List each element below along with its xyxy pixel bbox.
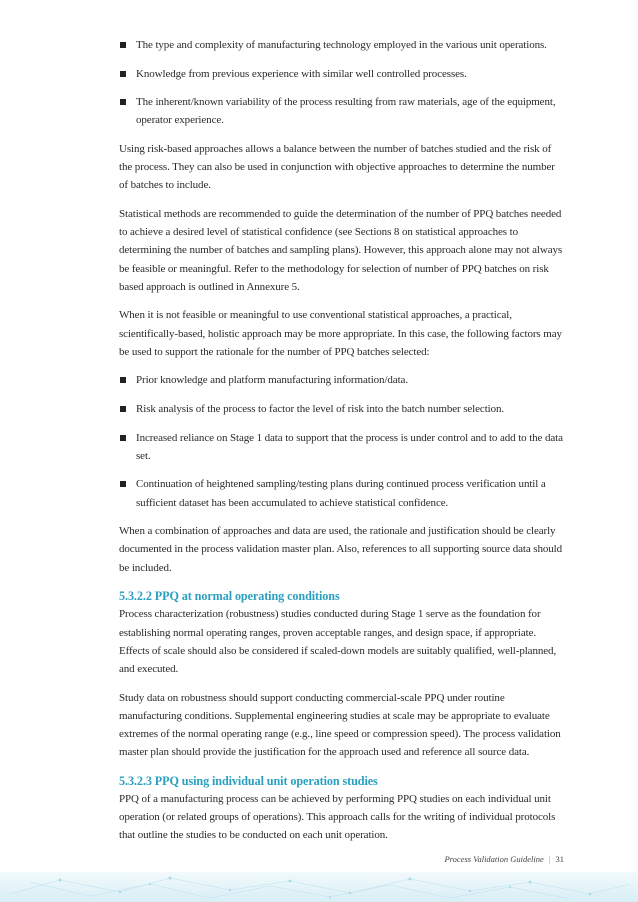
combination-paragraph: When a combination of approaches and data are used, the rationale and justification should be clearly documented in the process validation master plan. Also, references to all supporting source data should be included. xyxy=(119,525,563,574)
list-item: Increased reliance on Stage 1 data to support that the process is under control and to add to the data set. xyxy=(119,429,564,465)
page-content xyxy=(119,36,564,855)
list-item: Knowledge from previous experience with similar well controlled processes. xyxy=(119,65,564,83)
section-5-3-2-2-paragraph-2: Study data on robustness should support conducting commercial-scale PPQ under routine manufacturing conditions. Supplemental engineering studies at scale may be appropriate to evaluate extremes of the normal operating range (e.g., line speed or compression speed). The process validation master plan should provide the justification for the approach used and reference all source data. xyxy=(119,691,561,759)
risk-based-paragraph: Using risk-based approaches allows a balance between the number of batches studied and the risk of the process. They can also be used in conjunction with objective approaches to determine the number of batches to include. xyxy=(119,142,555,192)
rationale-factor-list xyxy=(119,371,564,511)
footer-decorative-band xyxy=(0,872,638,902)
page-footer xyxy=(444,854,564,864)
list-item: Prior knowledge and platform manufacturing information/data. xyxy=(119,371,564,389)
list-item: Risk analysis of the process to factor the level of risk into the batch number selection. xyxy=(119,400,564,418)
list-item: The type and complexity of manufacturing technology employed in the various unit operations. xyxy=(119,36,564,54)
footer-document-title: Process Validation Guideline xyxy=(444,854,544,864)
section-5-3-2-2-paragraph-1: Process characterization (robustness) studies conducted during Stage 1 serve as the foundation for establishing normal operating ranges, proven acceptable ranges, and design space, if appropriate. Effects of scale should also be considered if scaled-down models are suitably qualified, well-planned, and executed. xyxy=(119,608,557,675)
section-heading-5-3-2-3: 5.3.2.3 PPQ using individual unit operation studies xyxy=(119,773,378,788)
section-heading-5-3-2-2: 5.3.2.2 PPQ at normal operating conditions xyxy=(119,589,340,604)
intro-factor-list xyxy=(119,36,564,130)
list-item: Continuation of heightened sampling/testing plans during continued process verification until a sufficient dataset has been accumulated to achieve statistical confidence. xyxy=(119,475,564,511)
list-item: The inherent/known variability of the process resulting from raw materials, age of the equipment, operator experience. xyxy=(119,93,564,129)
section-5-3-2-3-paragraph-1: PPQ of a manufacturing process can be achieved by performing PPQ studies on each individual unit operation (or related groups of operations). This approach calls for the writing of individual protocols that outline the studies to be conducted on each unit operation. xyxy=(119,792,556,842)
practical-approach-paragraph: When it is not feasible or meaningful to use conventional statistical approaches, a practical, scientifically-based, holistic approach may be more appropriate. In this case, the following factors may be used to support the rationale for the number of PPQ batches selected: xyxy=(119,309,562,358)
page-number: 31 xyxy=(555,854,564,864)
statistical-methods-paragraph: Statistical methods are recommended to guide the determination of the number of PPQ batches needed to achieve a desired level of statistical confidence (see Sections 8 on statistical approaches to determining the number of batches and sampling plans). However, this approach alone may not always be feasible or meaningful. Refer to the methodology for selection of number of PPQ batches on risk based approach is outlined in Annexure 5. xyxy=(119,207,563,293)
footer-separator: | xyxy=(548,854,551,864)
